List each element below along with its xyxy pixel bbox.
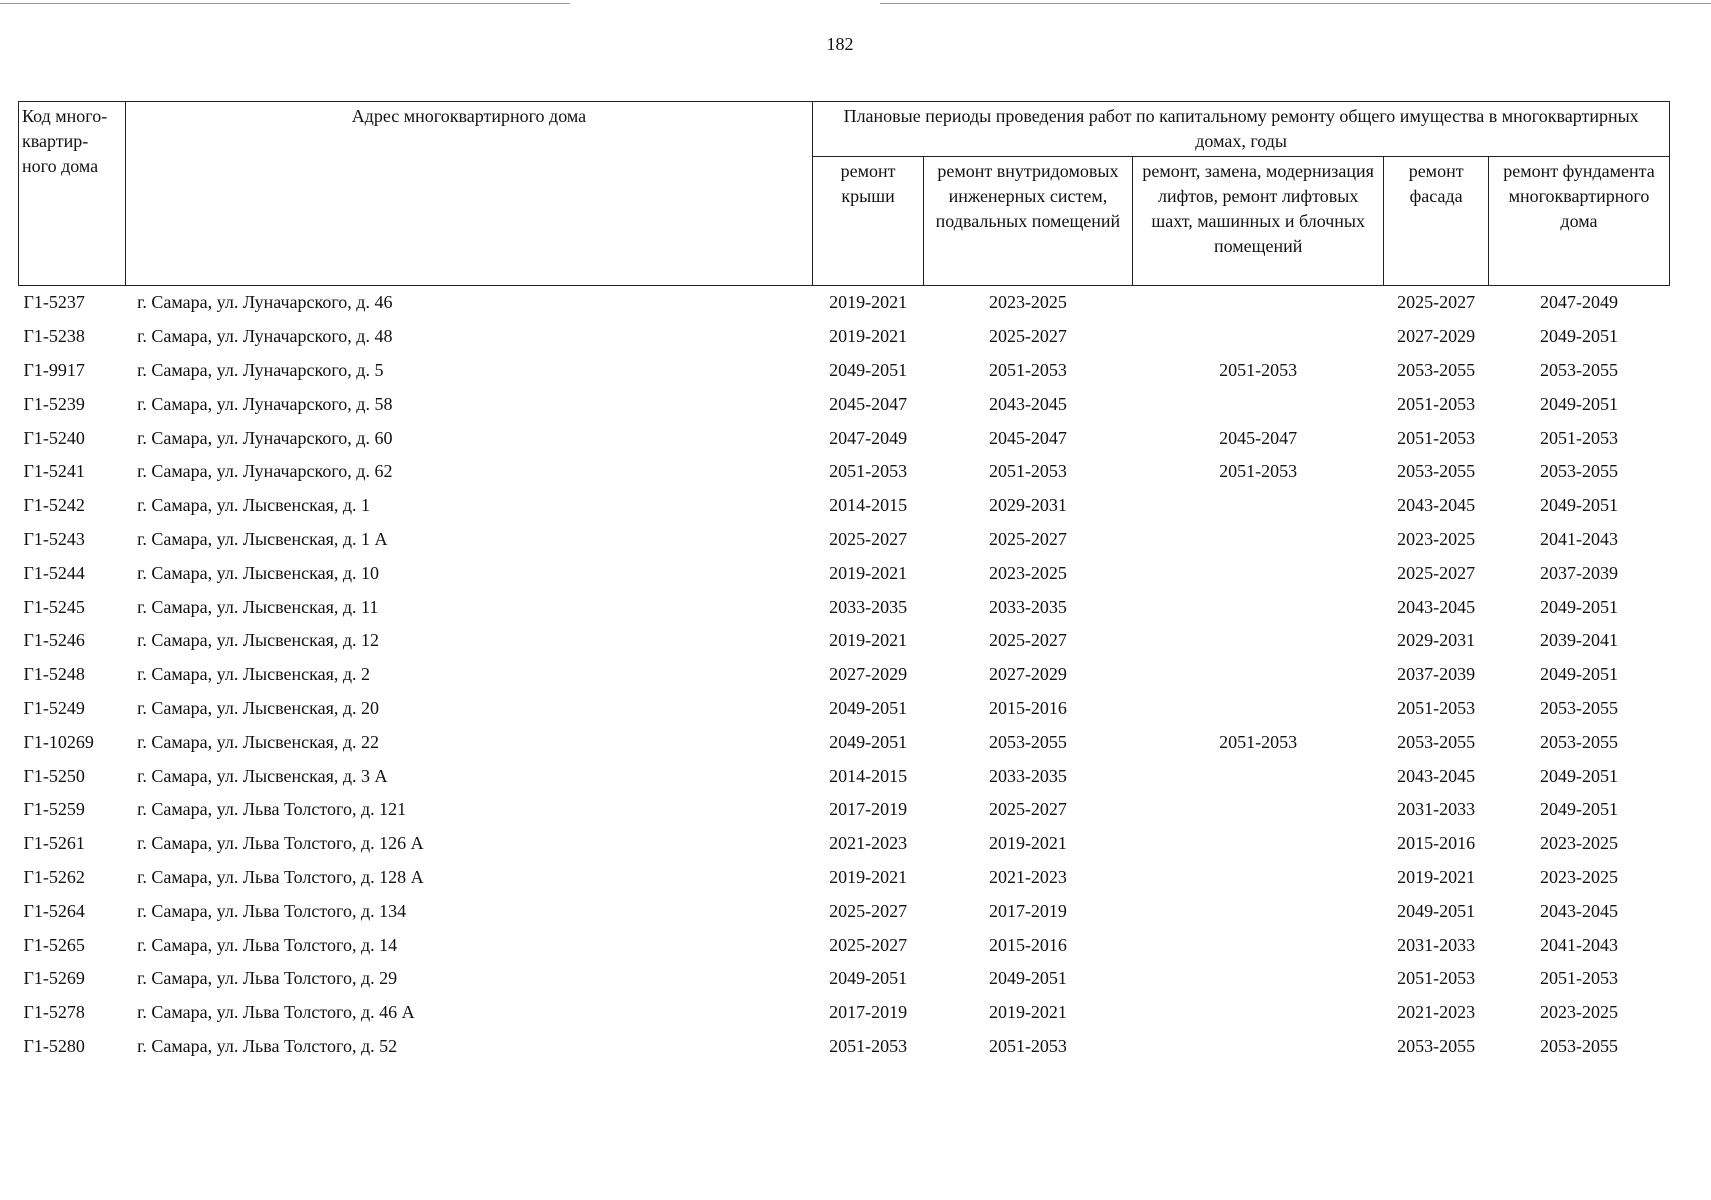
cell-roof: 2017-2019 [829,799,908,820]
cell-roof: 2047-2049 [829,427,908,448]
header-systems: ремонт внутридомовых инженерных систем, подвальных помещений [923,157,1132,286]
cell-facade: 2015-2016 [1397,833,1476,854]
cell-lifts [1133,692,1384,726]
cell-lifts [1133,894,1384,928]
cell-lifts [1133,624,1384,658]
cell-lifts [1133,793,1384,827]
table-row [19,624,1670,658]
cell-facade: 2023-2025 [1397,528,1476,549]
table-body [19,286,1670,1064]
cell-code: Г1-5264 [23,900,85,921]
cell-lifts [1133,861,1384,895]
cell-foundation: 2043-2045 [1539,900,1618,921]
table-row [19,1030,1670,1064]
capital-repair-table [18,101,1670,1063]
cell-roof: 2051-2053 [829,1035,908,1056]
table-row [19,286,1670,320]
cell-address: г. Самара, ул. Льва Толстого, д. 46 А [137,1002,415,1023]
cell-facade: 2037-2039 [1397,664,1476,685]
cell-roof: 2027-2029 [829,664,908,685]
cell-systems: 2019-2021 [988,833,1067,854]
cell-lifts [1133,556,1384,590]
cell-code: Г1-5261 [23,833,85,854]
cell-address: г. Самара, ул. Луначарского, д. 58 [137,393,393,414]
cell-foundation: 2049-2051 [1539,393,1618,414]
table-row [19,523,1670,557]
cell-roof: 2049-2051 [829,697,908,718]
cell-foundation: 2053-2055 [1539,461,1618,482]
cell-address: г. Самара, ул. Льва Толстого, д. 126 А [137,833,424,854]
cell-foundation: 2023-2025 [1539,866,1618,887]
cell-foundation: 2051-2053 [1539,968,1618,989]
cell-code: Г1-5248 [23,664,85,685]
cell-foundation: 2049-2051 [1539,326,1618,347]
cell-roof: 2049-2051 [829,968,908,989]
table-row [19,354,1670,388]
cell-systems: 2015-2016 [988,697,1067,718]
header-address: Адрес многоквартирного дома [125,102,813,286]
cell-foundation: 2053-2055 [1539,697,1618,718]
cell-systems: 2051-2053 [988,1035,1067,1056]
cell-lifts [1133,658,1384,692]
cell-facade: 2053-2055 [1397,731,1476,752]
cell-lifts [1133,928,1384,962]
cell-address: г. Самара, ул. Лысвенская, д. 2 [137,664,371,685]
table-row [19,590,1670,624]
table-row [19,421,1670,455]
cell-roof: 2025-2027 [829,900,908,921]
cell-facade: 2043-2045 [1397,495,1476,516]
cell-systems: 2025-2027 [988,326,1067,347]
table-row [19,759,1670,793]
cell-address: г. Самара, ул. Луначарского, д. 48 [137,326,393,347]
cell-systems: 2025-2027 [988,630,1067,651]
cell-systems: 2049-2051 [988,968,1067,989]
cell-code: Г1-5242 [23,495,85,516]
cell-systems: 2051-2053 [988,359,1067,380]
header-code: Код много-квартир-ного дома [19,102,126,286]
cell-roof: 2014-2015 [829,765,908,786]
table-row [19,692,1670,726]
cell-lifts [1133,286,1384,320]
cell-address: г. Самара, ул. Лысвенская, д. 22 [137,731,380,752]
table-row [19,556,1670,590]
cell-facade: 2031-2033 [1397,934,1476,955]
table-row [19,793,1670,827]
cell-code: Г1-5241 [23,461,85,482]
cell-systems: 2025-2027 [988,528,1067,549]
cell-address: г. Самара, ул. Льва Толстого, д. 29 [137,968,398,989]
cell-facade: 2025-2027 [1397,292,1476,313]
cell-foundation: 2053-2055 [1539,359,1618,380]
cell-facade: 2029-2031 [1397,630,1476,651]
cell-roof: 2019-2021 [829,326,908,347]
table-row [19,658,1670,692]
cell-facade: 2053-2055 [1397,461,1476,482]
cell-lifts: 2045-2047 [1219,427,1298,448]
cell-facade: 2019-2021 [1397,866,1476,887]
table-row [19,725,1670,759]
cell-foundation: 2049-2051 [1539,596,1618,617]
cell-code: Г1-5259 [23,799,85,820]
cell-lifts [1133,387,1384,421]
cell-systems: 2023-2025 [988,562,1067,583]
cell-address: г. Самара, ул. Лысвенская, д. 11 [137,596,379,617]
cell-facade: 2031-2033 [1397,799,1476,820]
cell-foundation: 2053-2055 [1539,1035,1618,1056]
cell-systems: 2017-2019 [988,900,1067,921]
cell-roof: 2049-2051 [829,359,908,380]
cell-systems: 2043-2045 [988,393,1067,414]
cell-address: г. Самара, ул. Льва Толстого, д. 14 [137,934,398,955]
cell-systems: 2019-2021 [988,1002,1067,1023]
cell-address: г. Самара, ул. Луначарского, д. 5 [137,359,384,380]
cell-lifts [1133,590,1384,624]
cell-foundation: 2023-2025 [1539,1002,1618,1023]
table-row [19,928,1670,962]
cell-roof: 2014-2015 [829,495,908,516]
cell-code: Г1-5278 [23,1002,85,1023]
table-row [19,827,1670,861]
cell-facade: 2051-2053 [1397,393,1476,414]
cell-systems: 2027-2029 [988,664,1067,685]
cell-code: Г1-5262 [23,866,85,887]
cell-roof: 2025-2027 [829,528,908,549]
cell-foundation: 2047-2049 [1539,292,1618,313]
cell-lifts [1133,996,1384,1030]
cell-lifts [1133,523,1384,557]
table-row [19,320,1670,354]
cell-lifts [1133,320,1384,354]
cell-code: Г1-5246 [23,630,85,651]
cell-foundation: 2041-2043 [1539,528,1618,549]
cell-foundation: 2049-2051 [1539,765,1618,786]
cell-lifts: 2051-2053 [1219,359,1298,380]
table-row [19,962,1670,996]
header-facade: ремонт фасада [1384,157,1489,286]
cell-foundation: 2039-2041 [1539,630,1618,651]
cell-code: Г1-5269 [23,968,85,989]
cell-systems: 2023-2025 [988,292,1067,313]
cell-roof: 2033-2035 [829,596,908,617]
cell-systems: 2033-2035 [988,765,1067,786]
cell-code: Г1-5239 [23,393,85,414]
cell-facade: 2051-2053 [1397,968,1476,989]
cell-foundation: 2041-2043 [1539,934,1618,955]
cell-foundation: 2053-2055 [1539,731,1618,752]
cell-lifts [1133,1030,1384,1064]
cell-foundation: 2037-2039 [1539,562,1618,583]
header-periods-title: Плановые периоды проведения работ по капитальному ремонту общего имущества в многоквартирных домах, годы [813,102,1670,157]
cell-facade: 2043-2045 [1397,596,1476,617]
cell-address: г. Самара, ул. Льва Толстого, д. 134 [137,900,407,921]
cell-address: г. Самара, ул. Лысвенская, д. 20 [137,697,380,718]
table-row [19,489,1670,523]
table-row [19,861,1670,895]
cell-systems: 2025-2027 [988,799,1067,820]
cell-code: Г1-5250 [23,765,85,786]
cell-roof: 2025-2027 [829,934,908,955]
cell-facade: 2021-2023 [1397,1002,1476,1023]
cell-code: Г1-5243 [23,528,85,549]
cell-code: Г1-5238 [23,326,85,347]
cell-address: г. Самара, ул. Льва Толстого, д. 121 [137,799,407,820]
cell-lifts [1133,759,1384,793]
header-roof: ремонт крыши [813,157,924,286]
header-row-main [19,102,1670,157]
cell-address: г. Самара, ул. Лысвенская, д. 1 [137,495,371,516]
cell-roof: 2051-2053 [829,461,908,482]
cell-facade: 2051-2053 [1397,697,1476,718]
cell-systems: 2045-2047 [988,427,1067,448]
header-foundation: ремонт фундамента многоквартирного дома [1488,157,1669,286]
cell-facade: 2053-2055 [1397,1035,1476,1056]
cell-code: Г1-5265 [23,934,85,955]
page-number: 182 [826,34,854,54]
cell-code: Г1-5240 [23,427,85,448]
cell-systems: 2053-2055 [988,731,1067,752]
cell-roof: 2019-2021 [829,630,908,651]
cell-address: г. Самара, ул. Луначарского, д. 62 [137,461,393,482]
cell-systems: 2021-2023 [988,866,1067,887]
cell-systems: 2033-2035 [988,596,1067,617]
table-row [19,387,1670,421]
cell-code: Г1-10269 [23,731,94,752]
table-row [19,996,1670,1030]
cell-foundation: 2049-2051 [1539,664,1618,685]
cell-address: г. Самара, ул. Лысвенская, д. 3 А [137,765,388,786]
cell-lifts: 2051-2053 [1219,461,1298,482]
cell-code: Г1-5237 [23,292,85,313]
cell-code: Г1-5280 [23,1035,85,1056]
cell-systems: 2029-2031 [988,495,1067,516]
scan-edge-line [0,3,570,4]
cell-roof: 2019-2021 [829,866,908,887]
cell-code: Г1-9917 [23,359,85,380]
cell-lifts [1133,489,1384,523]
cell-roof: 2021-2023 [829,833,908,854]
cell-address: г. Самара, ул. Луначарского, д. 60 [137,427,393,448]
header-lifts: ремонт, замена, модернизация лифтов, ремонт лифтовых шахт, машинных и блочных помещений [1133,157,1384,286]
cell-facade: 2027-2029 [1397,326,1476,347]
cell-lifts [1133,827,1384,861]
cell-roof: 2019-2021 [829,562,908,583]
cell-address: г. Самара, ул. Льва Толстого, д. 52 [137,1035,398,1056]
cell-code: Г1-5244 [23,562,85,583]
cell-address: г. Самара, ул. Лысвенская, д. 12 [137,630,380,651]
cell-code: Г1-5249 [23,697,85,718]
cell-roof: 2049-2051 [829,731,908,752]
cell-roof: 2019-2021 [829,292,908,313]
cell-address: г. Самара, ул. Лысвенская, д. 1 А [137,528,388,549]
cell-facade: 2043-2045 [1397,765,1476,786]
cell-lifts: 2051-2053 [1219,731,1298,752]
cell-code: Г1-5245 [23,596,85,617]
cell-roof: 2045-2047 [829,393,908,414]
scan-edge-line [880,3,1711,4]
cell-facade: 2025-2027 [1397,562,1476,583]
cell-address: г. Самара, ул. Лысвенская, д. 10 [137,562,380,583]
cell-facade: 2051-2053 [1397,427,1476,448]
cell-foundation: 2049-2051 [1539,495,1618,516]
cell-lifts [1133,962,1384,996]
cell-foundation: 2049-2051 [1539,799,1618,820]
cell-address: г. Самара, ул. Льва Толстого, д. 128 А [137,866,424,887]
cell-facade: 2053-2055 [1397,359,1476,380]
cell-foundation: 2051-2053 [1539,427,1618,448]
cell-address: г. Самара, ул. Луначарского, д. 46 [137,292,393,313]
table-row [19,894,1670,928]
cell-facade: 2049-2051 [1397,900,1476,921]
table-row [19,455,1670,489]
cell-systems: 2015-2016 [988,934,1067,955]
cell-roof: 2017-2019 [829,1002,908,1023]
cell-foundation: 2023-2025 [1539,833,1618,854]
cell-systems: 2051-2053 [988,461,1067,482]
